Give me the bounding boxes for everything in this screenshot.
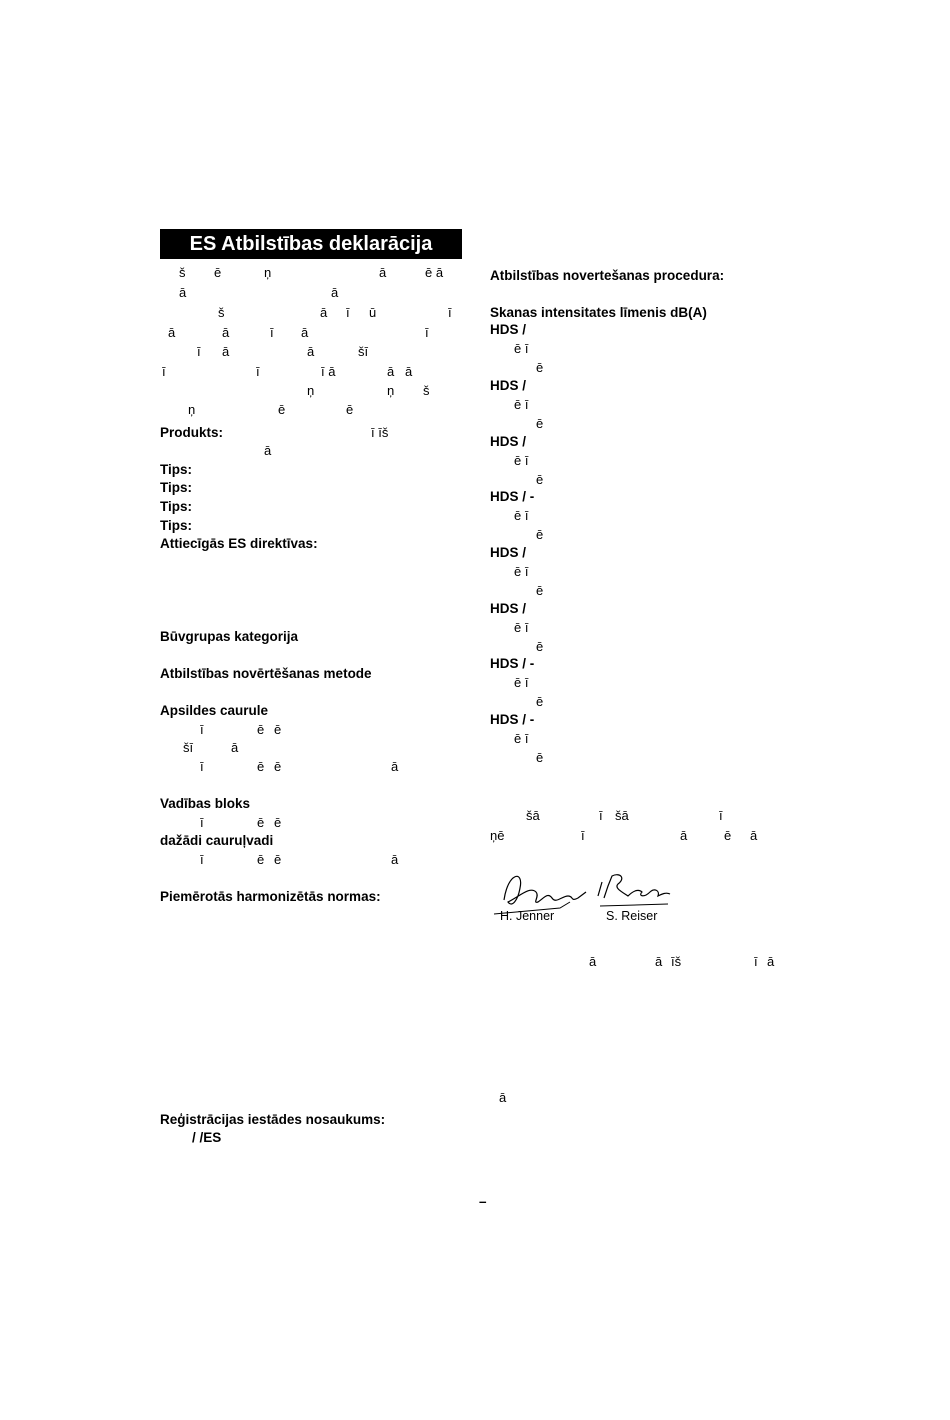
tips-label: Tips:: [160, 480, 193, 495]
standards-label: Piemērotās harmonizētās normas:: [160, 889, 381, 904]
text-fragment: ē: [536, 694, 544, 709]
text-fragment: ē ī: [514, 620, 529, 635]
jenner-signature-stroke: [504, 876, 586, 904]
tips-label: Tips:: [160, 499, 193, 514]
text-fragment: ū: [369, 305, 377, 320]
text-fragment: ā: [222, 325, 230, 340]
text-fragment: ā: [499, 1090, 507, 1105]
text-fragment: ē: [257, 722, 265, 737]
control-block-label: Vadības bloks: [160, 796, 251, 811]
hds-label: HDS /: [490, 322, 527, 337]
hds-label: HDS / -: [490, 656, 535, 671]
text-fragment: ē ī: [514, 564, 529, 579]
text-fragment: ī: [200, 815, 204, 830]
text-fragment: ā: [231, 740, 239, 755]
text-fragment: š: [218, 305, 225, 320]
signer-name: H. Jenner: [500, 909, 555, 923]
page-title: ES Atbilstības deklarācija: [160, 229, 462, 259]
text-fragment: š: [423, 383, 430, 398]
text-fragment: šī: [358, 344, 369, 359]
text-fragment: ā: [379, 265, 387, 280]
text-fragment: ī: [346, 305, 350, 320]
product-label: Produkts:: [160, 425, 224, 440]
text-fragment: ā: [589, 954, 597, 969]
signer-name: S. Reiser: [606, 909, 658, 923]
text-fragment: ē ī: [514, 675, 529, 690]
text-fragment: ē: [536, 416, 544, 431]
text-fragment: īš: [671, 954, 682, 969]
text-fragment: ā: [320, 305, 328, 320]
text-fragment: ē: [346, 402, 354, 417]
text-fragment: ā: [767, 954, 775, 969]
text-fragment: ī: [200, 722, 204, 737]
text-fragment: ā: [301, 325, 309, 340]
text-fragment: ē ī: [514, 341, 529, 356]
text-fragment: ņ: [307, 383, 315, 398]
text-fragment: ī: [425, 325, 429, 340]
reiser-signature-underline: [600, 904, 668, 906]
text-fragment: š: [179, 265, 186, 280]
text-fragment: ē: [536, 472, 544, 487]
hds-label: HDS /: [490, 545, 527, 560]
text-fragment: ē: [257, 815, 265, 830]
text-fragment: ā: [168, 325, 176, 340]
hds-label: HDS /: [490, 601, 527, 616]
text-fragment: ņ: [387, 383, 395, 398]
text-fragment: ē: [274, 759, 282, 774]
text-fragment: ē: [274, 852, 282, 867]
hds-label: HDS / -: [490, 489, 535, 504]
text-fragment: ē: [257, 759, 265, 774]
text-fragment: ē: [257, 852, 265, 867]
text-fragment: ī: [448, 305, 452, 320]
text-fragment: ē: [536, 583, 544, 598]
pipelines-label: dažādi cauruļvadi: [160, 833, 274, 848]
tips-label: Tips:: [160, 462, 193, 477]
text-fragment: ā: [179, 285, 187, 300]
text-fragment: ē ā: [425, 265, 444, 280]
text-fragment: ē ī: [514, 508, 529, 523]
tips-label: Tips:: [160, 518, 193, 533]
text-fragment: ā: [405, 364, 413, 379]
text-fragment: ē: [536, 750, 544, 765]
text-fragment: ē: [536, 360, 544, 375]
text-fragment: ē: [278, 402, 286, 417]
text-fragment: ī: [256, 364, 260, 379]
hds-label: HDS /: [490, 378, 527, 393]
text-fragment: ā: [307, 344, 315, 359]
text-fragment: ī: [162, 364, 166, 379]
text-fragment: ņ: [264, 265, 272, 280]
noise-label: Skanas intensitates līmenis dB(A): [490, 305, 707, 320]
page-mark: –: [479, 1194, 487, 1209]
hds-label: HDS /: [490, 434, 527, 449]
text-fragment: ī: [599, 808, 603, 823]
category-label: Būvgrupas kategorija: [160, 629, 299, 644]
text-fragment: šā: [615, 808, 629, 823]
text-fragment: ā: [391, 852, 399, 867]
text-fragment: ē: [214, 265, 222, 280]
text-fragment: šā: [526, 808, 540, 823]
text-fragment: ā: [655, 954, 663, 969]
text-fragment: ī: [754, 954, 758, 969]
product-fragment: ā: [264, 443, 272, 458]
text-fragment: ņ: [188, 402, 196, 417]
text-fragment: ī: [581, 828, 585, 843]
text-fragment: ī: [197, 344, 201, 359]
text-fragment: ē ī: [514, 453, 529, 468]
method-label: Atbilstības novērtēšanas metode: [160, 666, 372, 681]
text-fragment: ē ī: [514, 397, 529, 412]
text-fragment: ņē: [490, 828, 505, 843]
text-fragment: ē: [274, 815, 282, 830]
text-fragment: ī: [200, 759, 204, 774]
hds-label: HDS / -: [490, 712, 535, 727]
text-fragment: ī ā: [321, 364, 336, 379]
text-fragment: šī: [183, 740, 194, 755]
text-fragment: ē: [536, 639, 544, 654]
product-fragment: ī īš: [371, 425, 389, 440]
text-fragment: ē: [724, 828, 732, 843]
procedure-label: Atbilstības novertešanas procedura:: [490, 268, 725, 283]
registry-label: Reģistrācijas iestādes nosaukums:: [160, 1112, 386, 1127]
text-fragment: ā: [391, 759, 399, 774]
text-fragment: ā: [222, 344, 230, 359]
directives-label: Attiecīgās ES direktīvas:: [160, 536, 318, 551]
text-fragment: ī: [200, 852, 204, 867]
text-fragment: ī: [719, 808, 723, 823]
text-fragment: ē: [536, 527, 544, 542]
text-fragment: ī: [270, 325, 274, 340]
text-fragment: ē: [274, 722, 282, 737]
text-fragment: ā: [331, 285, 339, 300]
text-fragment: ā: [750, 828, 758, 843]
registry-value: / /ES: [192, 1130, 222, 1145]
text-fragment: ā: [387, 364, 395, 379]
text-fragment: ā: [680, 828, 688, 843]
reiser-signature-stroke: [598, 875, 670, 898]
text-fragment: ē ī: [514, 731, 529, 746]
heating-coil-label: Apsildes caurule: [160, 703, 269, 718]
